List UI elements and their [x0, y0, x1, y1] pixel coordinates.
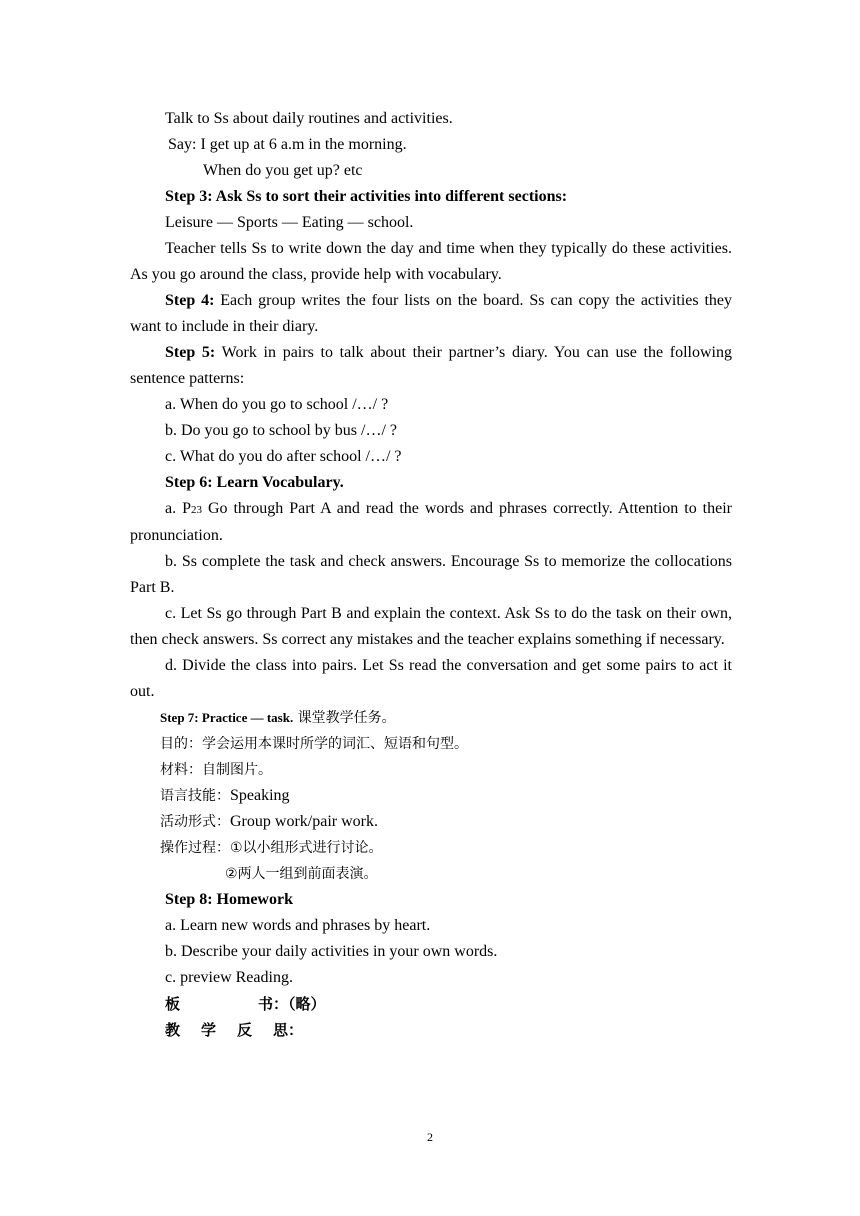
form-line — [130, 809, 732, 835]
vocab-a-prefix: a. P — [165, 500, 191, 517]
vocab-d-paragraph: d. Divide the class into pairs. Let Ss read the conversation and get some pairs to act it out. — [130, 657, 732, 700]
teacher-paragraph: Teacher tells Ss to write down the day and time when they typically do these activities. As you go around the class, provide help with vocabulary. — [130, 240, 732, 283]
vocab-a-text: Go through Part A and read the words and phrases correctly. Attention to their pronunciation. — [130, 500, 733, 544]
step6-heading: Step 6: Learn Vocabulary. — [165, 474, 344, 491]
homework-a: a. Learn new words and phrases by heart. — [165, 917, 431, 934]
step5-label: Step 5: — [165, 344, 216, 361]
vocab-c-paragraph: c. Let Ss go through Part B and explain the context. Ask Ss to do the task on their own, then check answers. Ss correct any mistakes and the teacher explains something if necessary. — [130, 605, 732, 648]
pattern-a: a. When do you go to school /…/ ? — [165, 396, 389, 413]
form-value: Group work/pair work. — [230, 813, 378, 830]
document-body — [130, 106, 732, 1043]
pattern-c: c. What do you do after school /…/ ? — [165, 448, 402, 465]
talk-line: Talk to Ss about daily routines and activities. — [165, 110, 453, 127]
when-line: When do you get up? etc — [203, 162, 363, 179]
homework-c: c. preview Reading. — [165, 969, 293, 986]
step8-heading: Step 8: Homework — [165, 891, 293, 908]
skill-line — [130, 783, 732, 809]
reflection-char-4: 思： — [273, 1021, 304, 1039]
step4-label: Step 4: — [165, 292, 215, 309]
purpose-line: 目的：学会运用本课时所学的词汇、短语和句型。 — [160, 736, 468, 752]
board-line — [130, 991, 732, 1017]
homework-b: b. Describe your daily activities in your own words. — [165, 943, 498, 960]
reflection-char-3: 反 — [237, 1021, 253, 1039]
step7-cjk: 课堂教学任务。 — [293, 710, 396, 726]
vocab-a-paragraph — [130, 496, 732, 549]
step4-paragraph — [130, 288, 732, 340]
board-char-1: 板 — [165, 995, 181, 1013]
step5-paragraph — [130, 340, 732, 392]
reflection-char-1: 教 — [165, 1021, 181, 1039]
step5-text: Work in pairs to talk about their partner’s diary. You can use the following sentence patterns: — [130, 344, 732, 387]
form-label: 活动形式： — [160, 814, 230, 830]
step3-heading: Step 3: Ask Ss to sort their activities into different sections: — [165, 188, 568, 205]
sections-line: Leisure — Sports — Eating — school. — [165, 214, 414, 231]
skill-value: Speaking — [230, 787, 290, 804]
skill-label: 语言技能： — [160, 788, 230, 804]
vocab-a-page-subscript: 23 — [190, 504, 202, 516]
page-number: 2 — [427, 1130, 433, 1144]
process-line: 操作过程：①以小组形式进行讨论。 — [160, 840, 383, 856]
step7-label: Step 7: Practice — task. — [160, 710, 294, 725]
reflection-line — [130, 1017, 732, 1043]
step4-text: Each group writes the four lists on the board. Ss can copy the activities they want to include in their diary. — [130, 292, 732, 335]
process-line-2: ②两人一组到前面表演。 — [225, 866, 378, 882]
vocab-b-paragraph: b. Ss complete the task and check answers. Encourage Ss to memorize the collocations Part B. — [130, 553, 732, 596]
material-line: 材料：自制图片。 — [160, 762, 272, 778]
step7-heading — [130, 705, 732, 731]
say-line: Say: I get up at 6 a.m in the morning. — [168, 136, 407, 153]
board-char-2: 书：（略） — [258, 995, 326, 1013]
pattern-b: b. Do you go to school by bus /…/ ? — [165, 422, 397, 439]
step7-section — [130, 705, 732, 887]
reflection-char-2: 学 — [201, 1021, 217, 1039]
